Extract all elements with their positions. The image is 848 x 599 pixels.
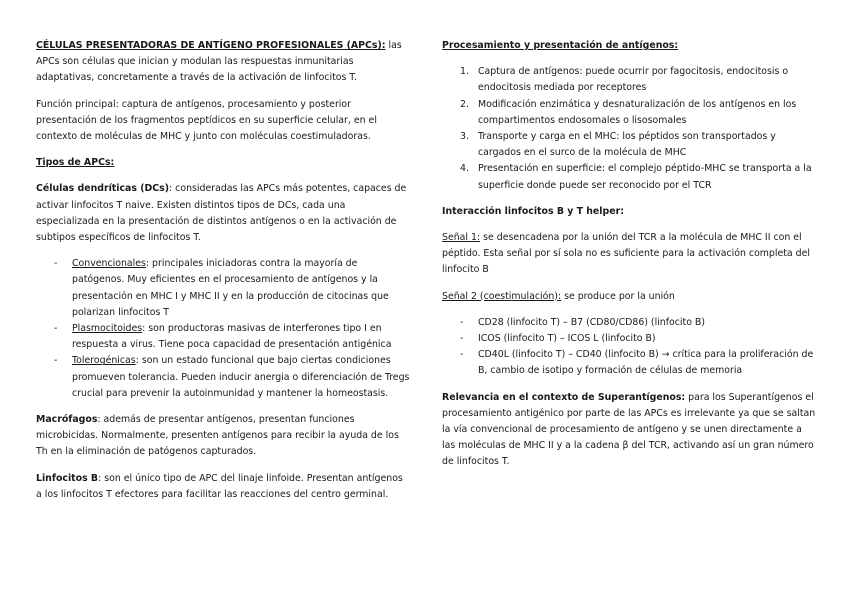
macrofagos-paragraph bbox=[36, 412, 410, 461]
intro-title: CÉLULAS PRESENTADORAS DE ANTÍGENO PROFESIONALES (APCs): bbox=[36, 40, 386, 51]
senal-1-title: Señal 1: bbox=[442, 232, 481, 244]
dc-text: : consideradas las APCs más potentes, capaces de activar linfocitos T naive. Existen distintos tipos de DCs, cada una especializada en la presentación de distintos antígenos o en la activación de subtipos específicos de linfocitos T. bbox=[36, 183, 407, 244]
list-item bbox=[460, 64, 818, 96]
list-item: - ICOS (linfocito T) – ICOS L (linfocito B) bbox=[478, 331, 818, 347]
step-number: 1. bbox=[460, 66, 469, 78]
dc-type-name: Tolerogénicas bbox=[72, 355, 136, 367]
list-item bbox=[460, 129, 818, 161]
relevancia-title: Relevancia en el contexto de Superantígenos: bbox=[442, 391, 686, 403]
list-item: - CD40L (linfocito T) – CD40 (linfocito B) → crítica para la proliferación de B, cambio de isotipo y formación de células de memoria bbox=[478, 347, 818, 379]
macrofagos-text: : además de presentar antígenos, presentan funciones microbicidas. Normalmente, presenten antígenos para recibir la ayuda de los Th en la eliminación de patógenos capturados. bbox=[36, 414, 399, 458]
list-item: - CD28 (linfocito T) – B7 (CD80/CD86) (linfocito B) bbox=[478, 315, 818, 331]
relevancia-paragraph bbox=[442, 390, 818, 471]
senal-2-title: Señal 2 (coestimulación): bbox=[442, 290, 562, 302]
step-number: 4. bbox=[460, 163, 469, 175]
macrofagos-title: Macrófagos bbox=[36, 414, 98, 426]
steps-list bbox=[442, 64, 818, 194]
linfocitos-b-paragraph bbox=[36, 471, 410, 503]
list-item bbox=[460, 97, 818, 129]
intro-paragraph bbox=[36, 38, 410, 87]
intro-text: las APCs son células que inician y modulan las respuestas inmunitarias adaptativas, concretamente a través de la activación de linfocitos T. bbox=[36, 40, 402, 84]
step-number: 2. bbox=[460, 98, 469, 110]
step-text: Modificación enzimática y desnaturalización de los antígenos en los compartimentos endosomales o lisosomales bbox=[478, 98, 797, 126]
procesamiento-heading: Procesamiento y presentación de antígenos: bbox=[442, 40, 679, 51]
step-number: 3. bbox=[460, 131, 469, 143]
senal-2-text: se produce por la unión bbox=[561, 290, 675, 302]
dc-type-text: : principales iniciadoras contra la mayoría de patógenos. Muy eficientes en el procesamiento de antígenos y la presentación en MHC I y MHC II y en la producción de citocinas que polarizan linfocitos T bbox=[72, 258, 389, 318]
list-item bbox=[460, 161, 818, 193]
linfocitos-b-text: : son el único tipo de APC del linaje linfoide. Presentan antígenos a los linfocitos T efectores para facilitar las reacciones del centro germinal. bbox=[36, 472, 403, 500]
dc-type-text: : son productoras masivas de interferones tipo I en respuesta a virus. Tiene poca capacidad de presentación antigénica bbox=[72, 323, 392, 351]
dc-type-name: Convencionales bbox=[72, 258, 146, 270]
senal-1-text: se desencadena por la unión del TCR a la molécula de MHC II con el péptido. Esta señal por sí sola no es suficiente para la activación completa del linfocito B bbox=[442, 232, 810, 276]
step-text: Transporte y carga en el MHC: los péptidos son transportados y cargados en el surco de la molécula de MHC bbox=[478, 131, 776, 159]
list-item bbox=[72, 321, 410, 353]
funcion-paragraph: Función principal: captura de antígenos, procesamiento y posterior presentación de los fragmentos peptídicos en su superficie celular, en el contexto de moléculas de MHC y junto con moléculas coestimuladoras. bbox=[36, 98, 377, 143]
dc-types-list bbox=[36, 256, 410, 402]
list-item bbox=[72, 256, 410, 321]
right-column bbox=[442, 38, 818, 481]
step-text: Presentación en superficie: el complejo péptido-MHC se transporta a la superficie donde puede ser reconocido por el TCR bbox=[478, 163, 812, 191]
list-item bbox=[72, 353, 410, 402]
coestimulacion-list bbox=[442, 315, 818, 380]
dc-type-name: Plasmocitoides bbox=[72, 323, 143, 335]
tipos-heading: Tipos de APCs: bbox=[36, 157, 115, 169]
dc-title: Células dendríticas (DCs) bbox=[36, 183, 170, 195]
left-column bbox=[36, 38, 410, 513]
senal-2-paragraph bbox=[442, 289, 818, 305]
senal-1-paragraph bbox=[442, 230, 818, 279]
relevancia-text: para los Superantígenos el procesamiento antigénico por parte de las APCs es irrelevante ya que se saltan la vía convencional de procesamiento de antígeno y se unen directamente a las moléculas de MHC II y a la cadena β del TCR, activando así un gran número de linfocitos T. bbox=[442, 391, 816, 468]
linfocitos-b-title: Linfocitos B bbox=[36, 472, 99, 484]
dc-paragraph bbox=[36, 181, 410, 246]
interaccion-heading: Interacción linfocitos B y T helper: bbox=[442, 205, 624, 217]
step-text: Captura de antígenos: puede ocurrir por fagocitosis, endocitosis o endocitosis mediada por receptores bbox=[478, 66, 789, 94]
dc-type-text: : son un estado funcional que bajo ciertas condiciones promueven tolerancia. Pueden inducir anergia o diferenciación de Tregs crucial para prevenir la autoinmunidad y mantener la homeostasis. bbox=[72, 355, 410, 399]
